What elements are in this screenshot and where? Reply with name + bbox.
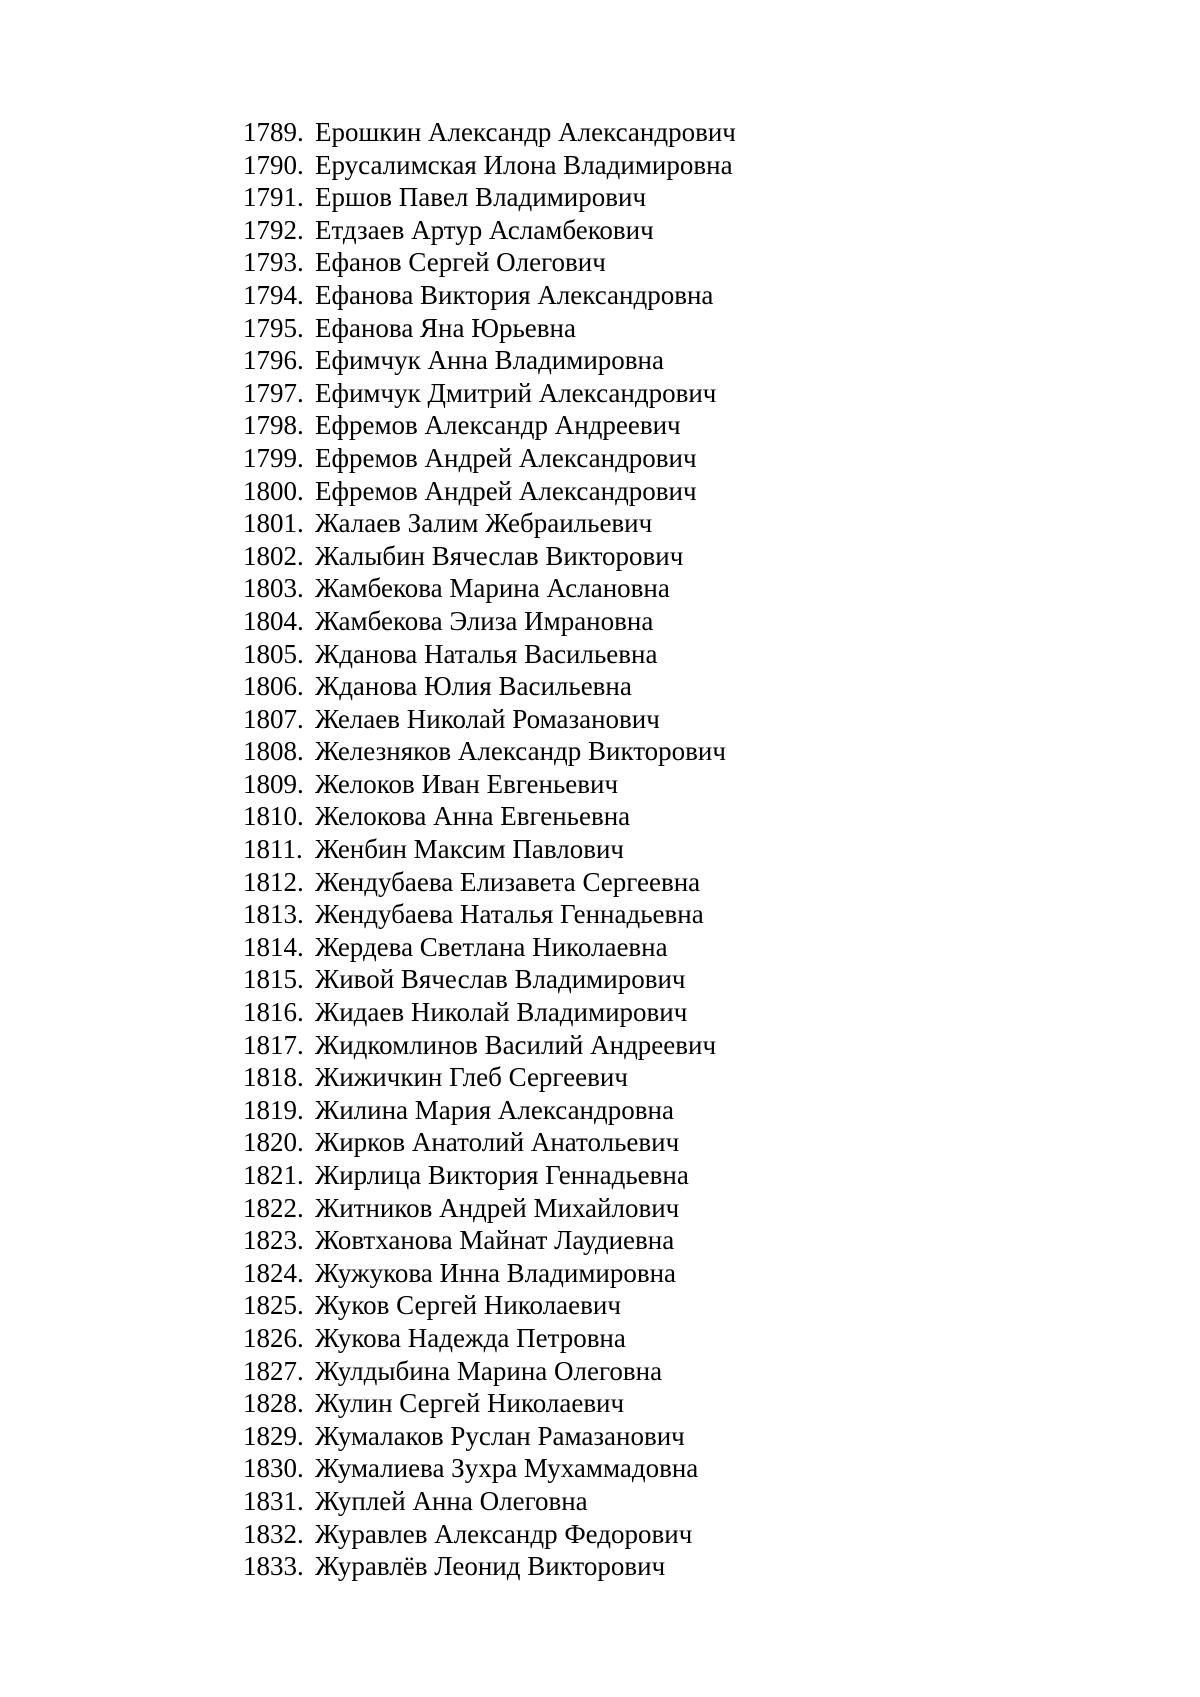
entry-name: Жданова Юлия Васильевна [315,671,632,702]
list-item [243,246,736,279]
entry-number: 1796. [243,345,304,376]
entry-number: 1802. [243,540,304,571]
entry-number: 1817. [243,1029,304,1060]
list-item [243,1126,736,1159]
entry-number: 1814. [243,931,304,962]
entry-number: 1813. [243,899,304,930]
entry-name: Жидаев Николай Владимирович [315,997,688,1028]
list-item [243,1029,736,1062]
entry-number: 1799. [243,442,304,473]
entry-number: 1797. [243,377,304,408]
list-item [243,279,736,312]
list-item [243,1452,736,1485]
list-item [243,507,736,540]
entry-number: 1803. [243,573,304,604]
entry-number: 1822. [243,1192,304,1223]
list-item [243,1257,736,1290]
entry-number: 1789. [243,117,304,147]
entry-name: Жуков Сергей Николаевич [315,1290,621,1321]
entry-number: 1798. [243,410,304,441]
entry-number: 1830. [243,1453,304,1484]
entry-number: 1827. [243,1355,304,1386]
entry-number: 1808. [243,736,304,767]
list-item [243,344,736,377]
name-list [243,116,736,1583]
entry-name: Жендубаева Наталья Геннадьевна [315,899,704,930]
entry-name: Ефремов Андрей Александрович [315,442,697,473]
entry-name: Жамбекова Марина Аслановна [315,573,670,604]
entry-name: Живой Вячеслав Владимирович [315,964,686,995]
entry-number: 1816. [243,997,304,1028]
entry-name: Журавлёв Леонид Викторович [315,1551,666,1582]
list-item [243,996,736,1029]
entry-name: Жумалиева Зухра Мухаммадовна [315,1453,699,1484]
entry-name: Ерусалимская Илона Владимировна [315,149,733,180]
list-item [243,1322,736,1355]
entry-name: Ефанов Сергей Олегович [315,247,606,278]
entry-number: 1805. [243,638,304,669]
entry-number: 1807. [243,703,304,734]
entry-number: 1806. [243,671,304,702]
entry-number: 1826. [243,1322,304,1353]
entry-name: Жулдыбина Марина Олеговна [315,1355,663,1386]
entry-name: Жовтханова Майнат Лаудиевна [315,1225,675,1256]
entry-name: Жамбекова Элиза Имрановна [315,605,654,636]
entry-number: 1815. [243,964,304,995]
entry-number: 1793. [243,247,304,278]
entry-name: Жирков Анатолий Анатольевич [315,1127,680,1158]
entry-number: 1810. [243,801,304,832]
entry-name: Женбин Максим Павлович [315,834,624,865]
entry-number: 1804. [243,605,304,636]
list-item [243,214,736,247]
list-item [243,1192,736,1225]
entry-name: Железняков Александр Викторович [315,736,726,767]
list-item [243,1485,736,1518]
entry-name: Желокова Анна Евгеньевна [315,801,631,832]
list-item [243,377,736,410]
list-item [243,149,736,182]
entry-name: Жирлица Виктория Геннадьевна [315,1160,689,1190]
list-item [243,1420,736,1453]
list-item [243,670,736,703]
list-item [243,540,736,573]
entry-name: Ефимчук Дмитрий Александрович [315,377,717,408]
entry-number: 1800. [243,475,304,506]
entry-number: 1831. [243,1485,304,1516]
entry-name: Жердева Светлана Николаевна [315,931,668,962]
entry-name: Жданова Наталья Васильевна [315,638,658,669]
list-item [243,181,736,214]
entry-number: 1832. [243,1518,304,1549]
entry-name: Ефремов Андрей Александрович [315,475,697,506]
list-item [243,1159,736,1192]
list-item [243,1387,736,1420]
entry-number: 1825. [243,1290,304,1321]
entry-name: Жалыбин Вячеслав Викторович [315,540,684,571]
list-item [243,866,736,899]
list-item [243,800,736,833]
entry-name: Журавлев Александр Федорович [315,1518,693,1549]
list-item [243,1224,736,1257]
entry-name: Жидкомлинов Василий Андреевич [315,1029,717,1060]
entry-number: 1829. [243,1420,304,1451]
list-item [243,409,736,442]
list-item [243,442,736,475]
list-item [243,1550,736,1583]
entry-name: Жумалаков Руслан Рамазанович [315,1420,685,1451]
entry-number: 1792. [243,214,304,245]
entry-name: Жендубаева Елизавета Сергеевна [315,866,701,897]
entry-name: Жуплей Анна Олеговна [315,1485,588,1516]
list-item [243,735,736,768]
list-item [243,475,736,508]
entry-name: Етдзаев Артур Асламбекович [315,214,654,245]
entry-name: Ефремов Александр Андреевич [315,410,681,441]
entry-name: Желоков Иван Евгеньевич [315,768,619,799]
entry-name: Жукова Надежда Петровна [315,1322,626,1353]
entry-name: Жижичкин Глеб Сергеевич [315,1062,628,1093]
entry-number: 1833. [243,1551,304,1582]
entry-number: 1801. [243,508,304,539]
entry-name: Жулин Сергей Николаевич [315,1388,625,1419]
entry-number: 1812. [243,866,304,897]
entry-number: 1795. [243,312,304,343]
list-item [243,1094,736,1127]
entry-name: Жилина Мария Александровна [315,1094,674,1125]
entry-number: 1809. [243,768,304,799]
entry-number: 1791. [243,182,304,213]
entry-number: 1790. [243,149,304,180]
entry-number: 1821. [243,1160,304,1190]
entry-number: 1819. [243,1094,304,1125]
entry-number: 1824. [243,1257,304,1288]
entry-name: Житников Андрей Михайлович [315,1192,680,1223]
entry-number: 1818. [243,1062,304,1093]
entry-number: 1794. [243,279,304,310]
entry-name: Ефимчук Анна Владимировна [315,345,664,376]
list-item [243,312,736,345]
entry-name: Жужукова Инна Владимировна [315,1257,677,1288]
list-item [243,931,736,964]
entry-name: Желаев Николай Ромазанович [315,703,660,734]
list-item [243,833,736,866]
list-item [243,1518,736,1551]
list-item [243,768,736,801]
entry-name: Ефанова Яна Юрьевна [315,312,576,343]
list-item [243,572,736,605]
list-item [243,898,736,931]
list-item [243,1355,736,1388]
entry-name: Жалаев Залим Жебраильевич [315,508,653,539]
list-item [243,963,736,996]
entry-number: 1811. [243,834,303,865]
entry-number: 1828. [243,1388,304,1419]
entry-name: Ершов Павел Владимирович [315,182,647,213]
entry-name: Ерошкин Александр Александрович [315,117,736,147]
entry-number: 1820. [243,1127,304,1158]
entry-name: Ефанова Виктория Александровна [315,279,714,310]
list-item [243,1289,736,1322]
list-item [243,703,736,736]
entry-number: 1823. [243,1225,304,1256]
list-item [243,116,736,149]
list-item [243,1061,736,1094]
list-item [243,638,736,671]
list-item [243,605,736,638]
